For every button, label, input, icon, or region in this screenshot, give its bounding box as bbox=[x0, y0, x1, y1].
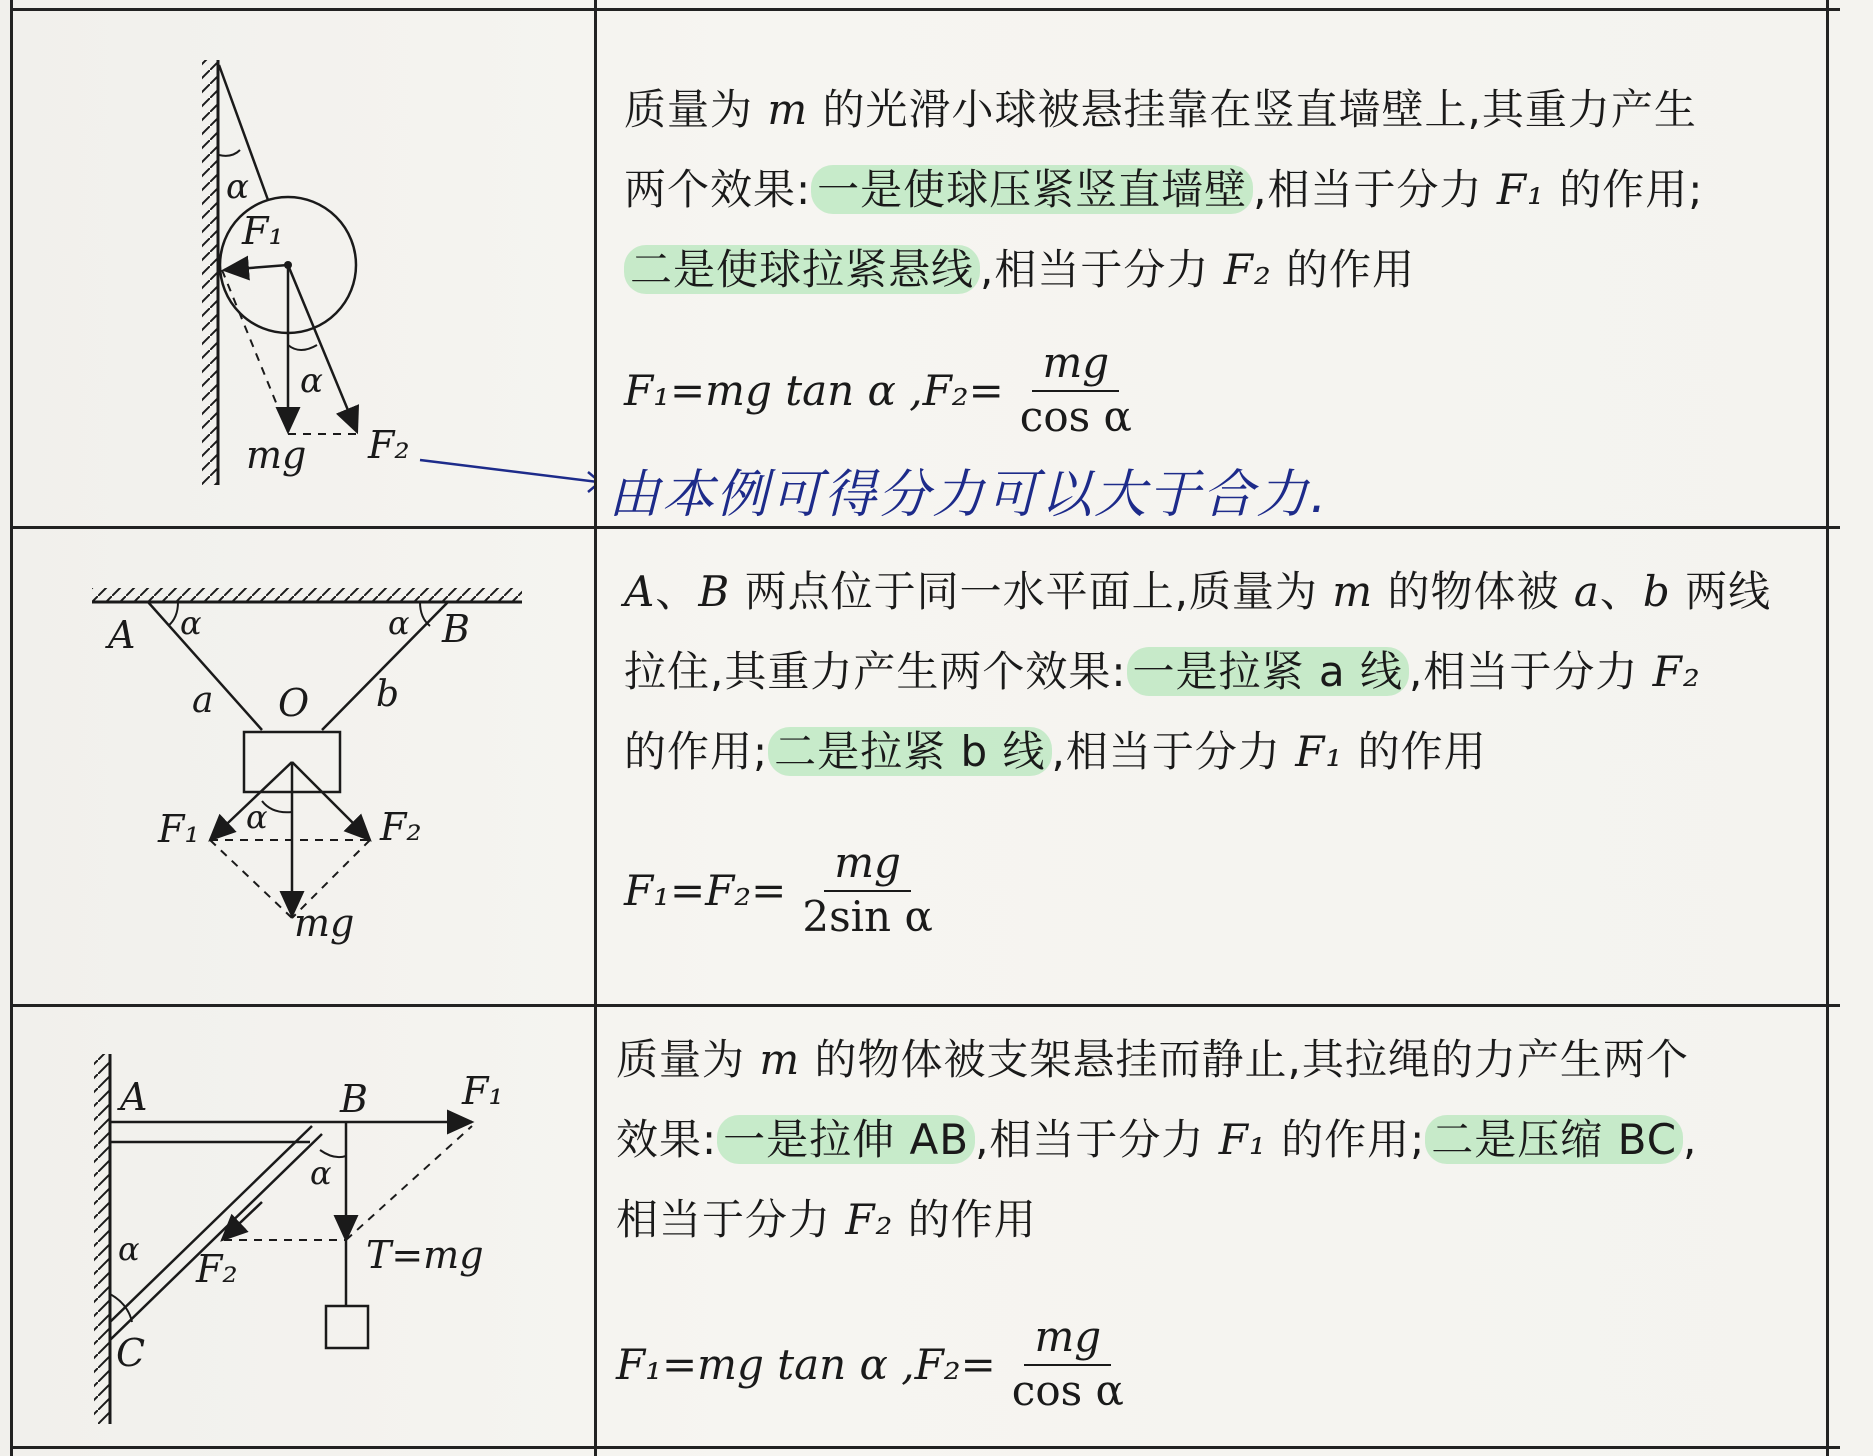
text-segment: 质量为 bbox=[624, 85, 768, 134]
highlighted-text: 一是使球压紧竖直墙壁 bbox=[811, 165, 1253, 214]
f1-label: F₁ bbox=[462, 1069, 504, 1113]
fraction bbox=[1002, 1314, 1134, 1414]
fraction bbox=[792, 840, 942, 940]
text-line bbox=[616, 1100, 1697, 1180]
angle-label: α bbox=[388, 604, 410, 642]
string-a-label: a bbox=[192, 680, 214, 721]
point-a-label: A bbox=[120, 1075, 148, 1119]
string-b-label: b bbox=[376, 674, 400, 715]
angle-label: α bbox=[300, 361, 323, 401]
math-symbol: A bbox=[624, 567, 656, 616]
rod-bc bbox=[110, 1126, 312, 1322]
point-o-label: O bbox=[278, 681, 310, 725]
text-segment: 的作用; bbox=[1266, 1115, 1426, 1164]
highlighted-text: 一是拉伸 AB bbox=[717, 1115, 975, 1164]
row2-formula bbox=[624, 840, 943, 940]
text-line bbox=[624, 552, 1771, 632]
math-symbol: B bbox=[698, 567, 731, 616]
fraction-numerator: mg bbox=[824, 840, 911, 892]
fraction-numerator: mg bbox=[1032, 340, 1119, 392]
fraction-numerator: mg bbox=[1024, 1314, 1111, 1366]
table-column-divider bbox=[594, 0, 597, 1456]
weight-label: mg bbox=[294, 901, 355, 945]
text-line bbox=[624, 150, 1703, 230]
text-segment: 拉住,其重力产生两个效果: bbox=[624, 647, 1127, 696]
highlighted-text: 二是拉紧 b 线 bbox=[768, 727, 1051, 776]
weight-label: mg bbox=[246, 433, 307, 477]
tension-label: T=mg bbox=[366, 1233, 484, 1277]
text-line bbox=[624, 712, 1771, 792]
ball-on-wall-svg bbox=[0, 0, 594, 526]
text-segment: 的作用 bbox=[1271, 245, 1416, 294]
text-line bbox=[624, 70, 1703, 150]
text-segment: , bbox=[1683, 1115, 1698, 1164]
text-segment: 两线 bbox=[1670, 567, 1772, 616]
ball-on-wall-diagram bbox=[0, 0, 594, 526]
text-line bbox=[616, 1020, 1697, 1100]
math-symbol: a bbox=[1573, 567, 1600, 616]
formula-prefix: F₁=mg tan α ,F₂= bbox=[624, 365, 1004, 415]
bracket-svg bbox=[0, 1004, 594, 1454]
text-segment: ,相当于分力 bbox=[975, 1115, 1219, 1164]
text-line bbox=[624, 632, 1771, 712]
angle-label: α bbox=[226, 167, 249, 207]
text-segment: 的作用 bbox=[1343, 727, 1487, 776]
hanging-weight bbox=[326, 1306, 368, 1348]
f2-label: F₂ bbox=[380, 805, 422, 849]
text-segment: 的作用; bbox=[1544, 165, 1704, 214]
angle-label: α bbox=[310, 1154, 332, 1192]
ceiling-hatching bbox=[92, 588, 522, 602]
math-symbol: F₁ bbox=[1218, 1115, 1267, 1164]
highlighted-text: 二是压缩 BC bbox=[1425, 1115, 1683, 1164]
text-line bbox=[616, 1180, 1697, 1260]
two-string-diagram bbox=[0, 526, 594, 1004]
dashed-line bbox=[222, 270, 288, 432]
note-pointer-arrow bbox=[420, 460, 594, 482]
fraction bbox=[1010, 340, 1142, 440]
text-segment: 的作用; bbox=[624, 727, 769, 776]
math-symbol: m bbox=[759, 1035, 801, 1084]
text-segment: 的光滑小球被悬挂靠在竖直墙壁上,其重力产生 bbox=[808, 85, 1697, 134]
text-segment: ,相当于分力 bbox=[980, 245, 1224, 294]
wall-hatching bbox=[202, 60, 218, 485]
math-symbol: F₂ bbox=[845, 1195, 894, 1244]
fraction-denominator: 2sin α bbox=[802, 892, 933, 941]
text-segment: 效果: bbox=[616, 1115, 718, 1164]
angle-arc bbox=[288, 345, 317, 350]
math-symbol: F₂ bbox=[1223, 245, 1272, 294]
text-segment: 的物体被 bbox=[1373, 567, 1574, 616]
angle-label: α bbox=[180, 604, 202, 642]
highlighted-text: 一是拉紧 a 线 bbox=[1127, 647, 1409, 696]
bracket-diagram bbox=[0, 1004, 594, 1454]
f1-label: F₁ bbox=[242, 209, 284, 253]
f2-arrow bbox=[288, 265, 357, 432]
text-line bbox=[624, 230, 1703, 310]
text-segment: ,相当于分力 bbox=[1408, 647, 1653, 696]
row2-description bbox=[624, 552, 1771, 792]
dashed-line bbox=[210, 840, 292, 918]
angle-label: α bbox=[246, 798, 268, 836]
f2-arrow bbox=[292, 762, 370, 840]
text-segment: ,相当于分力 bbox=[1253, 165, 1497, 214]
formula-prefix: F₁=F₂= bbox=[624, 865, 787, 915]
angle-arc bbox=[168, 602, 178, 626]
text-segment: 、 bbox=[655, 567, 699, 616]
point-b-label: B bbox=[442, 607, 470, 651]
text-segment: 两点位于同一水平面上,质量为 bbox=[730, 567, 1333, 616]
table-right-border bbox=[1826, 0, 1829, 1456]
fraction-denominator: cos α bbox=[1019, 392, 1132, 441]
angle-arc bbox=[219, 150, 240, 156]
text-segment: 、 bbox=[1599, 567, 1643, 616]
f1-label: F₁ bbox=[158, 807, 200, 851]
row3-description bbox=[616, 1020, 1697, 1260]
math-symbol: F₁ bbox=[1295, 727, 1344, 776]
row3-formula bbox=[616, 1314, 1134, 1414]
point-a-label: A bbox=[108, 613, 136, 657]
fraction-denominator: cos α bbox=[1011, 1366, 1124, 1415]
point-c-label: C bbox=[116, 1331, 146, 1375]
f2-label: F₂ bbox=[196, 1247, 238, 1291]
text-segment: 相当于分力 bbox=[616, 1195, 846, 1244]
wall-hatching bbox=[94, 1054, 110, 1424]
rod-bc bbox=[110, 1134, 322, 1340]
f2-label: F₂ bbox=[368, 423, 410, 467]
math-symbol: F₂ bbox=[1652, 647, 1701, 696]
math-symbol: b bbox=[1642, 567, 1671, 616]
formula-prefix: F₁=mg tan α ,F₂= bbox=[616, 1339, 996, 1389]
row1-description bbox=[624, 70, 1703, 310]
highlighted-text: 二是使球拉紧悬线 bbox=[624, 245, 980, 294]
f1-arrow bbox=[224, 265, 288, 270]
handwritten-note: 由本例可得分力可以大于合力. bbox=[608, 465, 1329, 525]
text-segment: 的作用 bbox=[893, 1195, 1037, 1244]
text-segment: 的物体被支架悬挂而静止,其拉绳的力产生两个 bbox=[800, 1035, 1689, 1084]
text-segment: 质量为 bbox=[616, 1035, 760, 1084]
text-segment: ,相当于分力 bbox=[1051, 727, 1296, 776]
math-symbol: m bbox=[1332, 567, 1374, 616]
two-string-svg bbox=[0, 526, 594, 1004]
text-segment: 两个效果: bbox=[624, 165, 812, 214]
math-symbol: m bbox=[767, 85, 809, 134]
angle-label: α bbox=[118, 1230, 140, 1268]
point-b-label: B bbox=[340, 1077, 368, 1121]
dashed-line bbox=[346, 1126, 472, 1240]
row1-formula bbox=[624, 340, 1142, 440]
math-symbol: F₁ bbox=[1496, 165, 1545, 214]
